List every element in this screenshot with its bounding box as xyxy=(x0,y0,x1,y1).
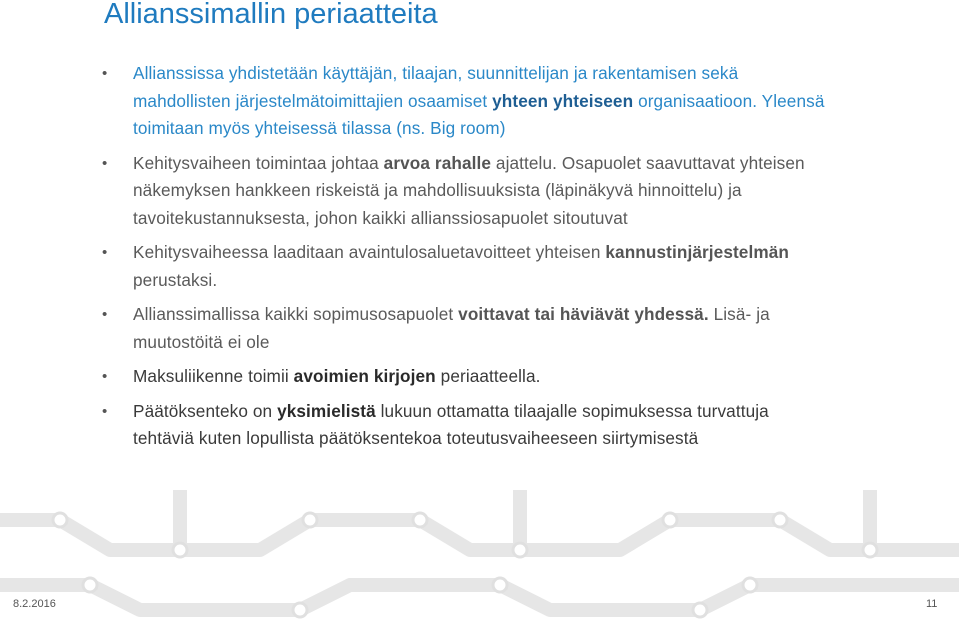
bullet-text-part: Kehitysvaiheen toimintaa johtaa xyxy=(133,152,384,173)
bullet-list xyxy=(104,60,834,460)
bullet-text-part: organisaatioon. Yleensä toimitaan myös yhteisessä tilassa (ns. Big room) xyxy=(133,90,825,138)
bullet-dot-icon: • xyxy=(102,402,108,420)
bullet-item xyxy=(104,150,834,233)
slide-title: Allianssimallin periaatteita xyxy=(104,0,438,30)
bullet-text-part: Kehitysvaiheessa laaditaan avaintulosaluetavoitteet yhteisen xyxy=(133,242,606,262)
bullet-item xyxy=(104,301,834,356)
bullet-text-part: Lisä- ja muutostöitä ei ole xyxy=(133,304,770,352)
bullet-text-part: kannustinjärjestelmän xyxy=(605,242,789,262)
bullet-text-part: arvoa rahalle xyxy=(383,152,492,173)
bullet-text-part: perustaksi. xyxy=(133,269,218,290)
bullet-text-part: yksimielistä xyxy=(277,400,376,421)
bullet-text-part: voittavat tai häviävät yhdessä. xyxy=(458,304,709,324)
bullet-item xyxy=(104,239,834,294)
bullet-text-part: periaatteella. xyxy=(435,366,541,386)
bullet-dot-icon: • xyxy=(102,154,108,172)
footer-date: 8.2.2016 xyxy=(13,598,56,610)
bullet-text-part: yhteen yhteiseen xyxy=(492,90,634,111)
bullet-text-part: ajattelu. Osapuolet saavuttavat yhteisen näkemyksen hankkeen riskeistä ja mahdollisuuksista (läpinäkyvä hinnoittelu) ja tavoitekustannuksesta, johon kaikki allianssiosapuolet sitoutuvat xyxy=(133,152,805,228)
bullet-dot-icon: • xyxy=(102,368,108,385)
bullet-text-part: Allianssissa yhdistetään käyttäjän, tilaajan, suunnittelijan ja rakentamisen sekä mahdollisten järjestelmätoimittajien osaamiset xyxy=(133,63,739,111)
bullet-item xyxy=(104,398,834,453)
background-network-graphic xyxy=(0,490,959,626)
bullet-dot-icon: • xyxy=(102,65,108,82)
bullet-text-part: Maksuliikenne toimii xyxy=(133,366,294,386)
bullet-item xyxy=(104,363,834,391)
bullet-item xyxy=(104,60,834,143)
bullet-text-part: lukuun ottamatta tilaajalle sopimuksessa turvattuja tehtäviä kuten lopullista päätöksentekoa toteutusvaiheeseen siirtymisestä xyxy=(133,400,769,448)
bullet-text-part: Päätöksenteko on xyxy=(133,400,278,421)
page-number: 11 xyxy=(926,598,938,610)
bullet-dot-icon: • xyxy=(102,306,108,323)
bullet-dot-icon: • xyxy=(102,244,108,261)
bullet-text-part: Allianssimallissa kaikki sopimusosapuolet xyxy=(133,304,459,324)
bullet-text-part: avoimien kirjojen xyxy=(293,366,436,386)
